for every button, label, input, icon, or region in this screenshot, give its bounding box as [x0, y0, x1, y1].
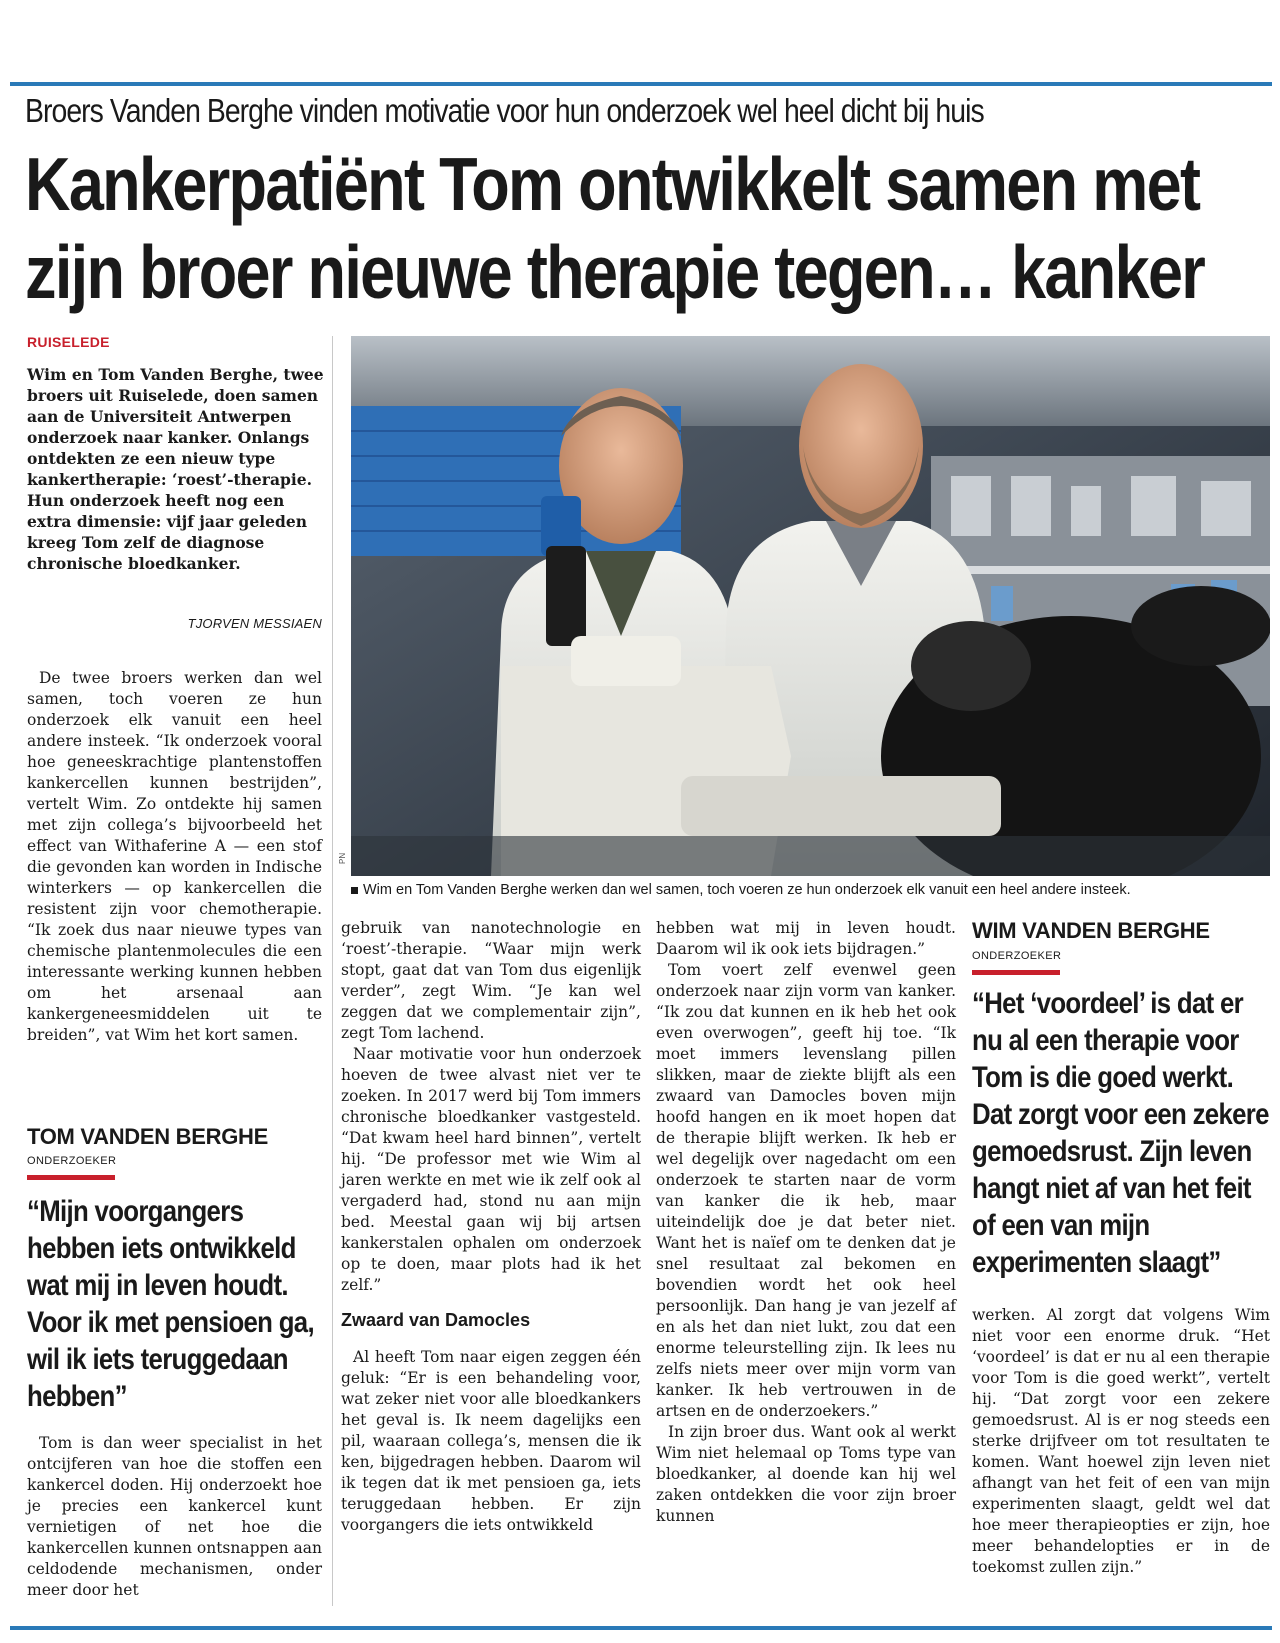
body-paragraph: Al heeft Tom naar eigen zeggen één geluk: “Er is een behandeling voor, wat zeker niet voor alle bloedkankers het geval is. Ik neem dagelijks een pil, waaraan collega’s, mensen die ik ken, bijgedragen hebben. Daarom wil ik tegen dat ik met pensioen ga, iets teruggedaan hebben. Er zijn voorgangers die iets ontwikkeld	[341, 1348, 641, 1534]
body-paragraph: Naar motivatie voor hun onderzoek hoeven de twee alvast niet ver te zoeken. In 2017 werd bij Tom immers chronische bloedkanker vastgesteld. “Dat kwam heel hard binnen”, vertelt hij. “De professor met wie Wim al jaren werkte en met wie ik zelf ook al vergaderd had, stond nu aan mijn bed. Meestal gaan wij bij artsen kankerstalen ophalen om onderzoek op te doen, maar plots had ik het zelf.”	[341, 1045, 641, 1294]
lab-photo-illustration	[351, 336, 1270, 876]
body-column-2	[341, 918, 641, 1536]
caption-bullet-icon	[351, 887, 358, 894]
body-paragraph: In zijn broer dus. Want ook al werkt Wim niet helemaal op Toms type van bloedkanker, al doende kan hij wel zaken ontdekken die voor zijn broer kunnen	[656, 1423, 956, 1525]
headline	[25, 140, 1243, 316]
article-photo	[351, 336, 1270, 876]
photo-credit: PN	[338, 852, 347, 864]
quote-tom-accent-bar	[27, 1175, 115, 1180]
quote-tom-role: ONDERZOEKER	[27, 1155, 117, 1167]
top-rule	[10, 82, 1272, 86]
bottom-rule	[10, 1626, 1272, 1630]
headline-line-2: zijn broer nieuwe therapie tegen… kanker	[25, 230, 1205, 314]
lead-paragraph: Wim en Tom Vanden Berghe, twee broers uit Ruiselede, doen samen aan de Universiteit Antwerpen onderzoek naar kanker. Onlangs ontdekten ze een nieuw type kankertherapie: ‘roest’-therapie. Hun onderzoek heeft nog een extra dimensie: vijf jaar geleden kreeg Tom zelf de diagnose chronische bloedkanker.	[27, 365, 324, 573]
quote-wim-role: ONDERZOEKER	[972, 950, 1062, 962]
body-paragraph: hebben wat mij in leven houdt. Daarom wil ik ook iets bijdragen.”	[656, 919, 956, 958]
body-column-3	[656, 918, 956, 1527]
body-paragraph: gebruik van nanotechnologie en ‘roest’-therapie. “Waar mijn werk stopt, gaat dat van Tom dus eigenlijk verder”, zegt Wim. “Je kan wel zeggen dat we complementair zijn”, zegt Tom lachend.	[341, 919, 641, 1042]
body-paragraph: Tom voert zelf evenwel geen onderzoek naar zijn vorm van kanker. “Ik zou dat kunnen en ik heb het ook even overwogen”, geeft hij toe. “Ik moet immers levenslang pillen slikken, maar de ziekte blijft als een zwaard van Damocles boven mijn hoofd hangen en ik moet hopen dat de therapie blijft werken. Ik heb er wel degelijk over nagedacht om een onderzoek te starten naar de vorm van kanker die ik heb, maar uiteindelijk doe je dat beter niet. Want het is naïef om te denken dat je snel resultaat zal bekomen en bovendien wordt het ook heel persoonlijk. Dan hang je van jezelf af en als het dan niet lukt, zou dat een enorme teleurstelling zijn. Ik lees nu zelfs niets meer over mijn vorm van kanker. Ik heb vertrouwen in de artsen en de onderzoekers.”	[656, 961, 956, 1420]
quote-tom-text: “Mijn voorgangers hebben iets ontwikkeld wat mij in leven houdt. Voor ik met pensioen ga, wil ik iets teruggedaan hebben”	[27, 1195, 314, 1413]
quote-wim-name: WIM VANDEN BERGHE	[972, 918, 1210, 943]
body-paragraph: De twee broers werken dan wel samen, toch voeren ze hun onderzoek elk vanuit een heel andere insteek. “Ik onderzoek vooral hoe geneeskrachtige plantenstoffen kankercellen kunnen bestrijden”, vertelt Wim. Zo ontdekte hij samen met zijn collega’s bijvoorbeeld het effect van Withaferine A — een stof die gevonden kan worden in Indische winterkers — op kankercellen die resistent zijn voor chemotherapie. “Ik zoek dus naar nieuwe types van chemische plantenmolecules die een interessante werking kunnen hebben om het arsenaal aan kankergeneesmiddelen uit te breiden”, vat Wim het kort samen.	[27, 669, 322, 1044]
column-divider	[332, 336, 333, 1606]
body-column-1-top	[27, 668, 322, 1046]
kicker: Broers Vanden Berghe vinden motivatie voor hun onderzoek wel heel dicht bij huis	[25, 92, 984, 129]
dateline: RUISELEDE	[27, 334, 110, 350]
headline-line-1: Kankerpatiënt Tom ontwikkelt samen met	[25, 142, 1200, 226]
quote-tom-name: TOM VANDEN BERGHE	[27, 1124, 268, 1149]
quote-wim-accent-bar	[972, 970, 1060, 975]
byline: TJORVEN MESSIAEN	[187, 616, 322, 631]
photo-caption	[351, 882, 1270, 898]
body-column-4	[972, 1305, 1270, 1578]
body-paragraph: Tom is dan weer specialist in het ontcijferen van hoe die stoffen een kankercel doden. Hij onderzoekt hoe je precies een kankercel kunt vernietigen of net hoe die kankercellen kunnen ontsnappen aan celdodende mechanismen, onder meer door het	[27, 1434, 322, 1599]
body-paragraph: werken. Al zorgt dat volgens Wim niet voor een enorme druk. “Het ‘voordeel’ is dat er nu al een therapie voor Tom is die goed werkt”, vertelt hij. “Dat zorgt voor een zekere gemoedsrust. Al is er nog steeds een sterke drijfveer om tot resultaten te komen. Want hoewel zijn leven niet afhangt van het feit of een van mijn experimenten slaagt, geldt wel dat hoe meer therapieopties er zijn, hoe meer behandelopties er in de toekomst zullen zijn.”	[972, 1306, 1270, 1576]
caption-text: Wim en Tom Vanden Berghe werken dan wel samen, toch voeren ze hun onderzoek elk vanuit een heel andere insteek.	[363, 882, 1131, 898]
body-column-1-bottom	[27, 1433, 322, 1601]
quote-wim-text: “Het ‘voordeel’ is dat er nu al een therapie voor Tom is die goed werkt. Dat zorgt voor een zekere gemoedsrust. Zijn leven hangt niet af van het feit of een van mijn experimenten slaagt”	[972, 987, 1269, 1279]
subhead: Zwaard van Damocles	[341, 1310, 531, 1330]
